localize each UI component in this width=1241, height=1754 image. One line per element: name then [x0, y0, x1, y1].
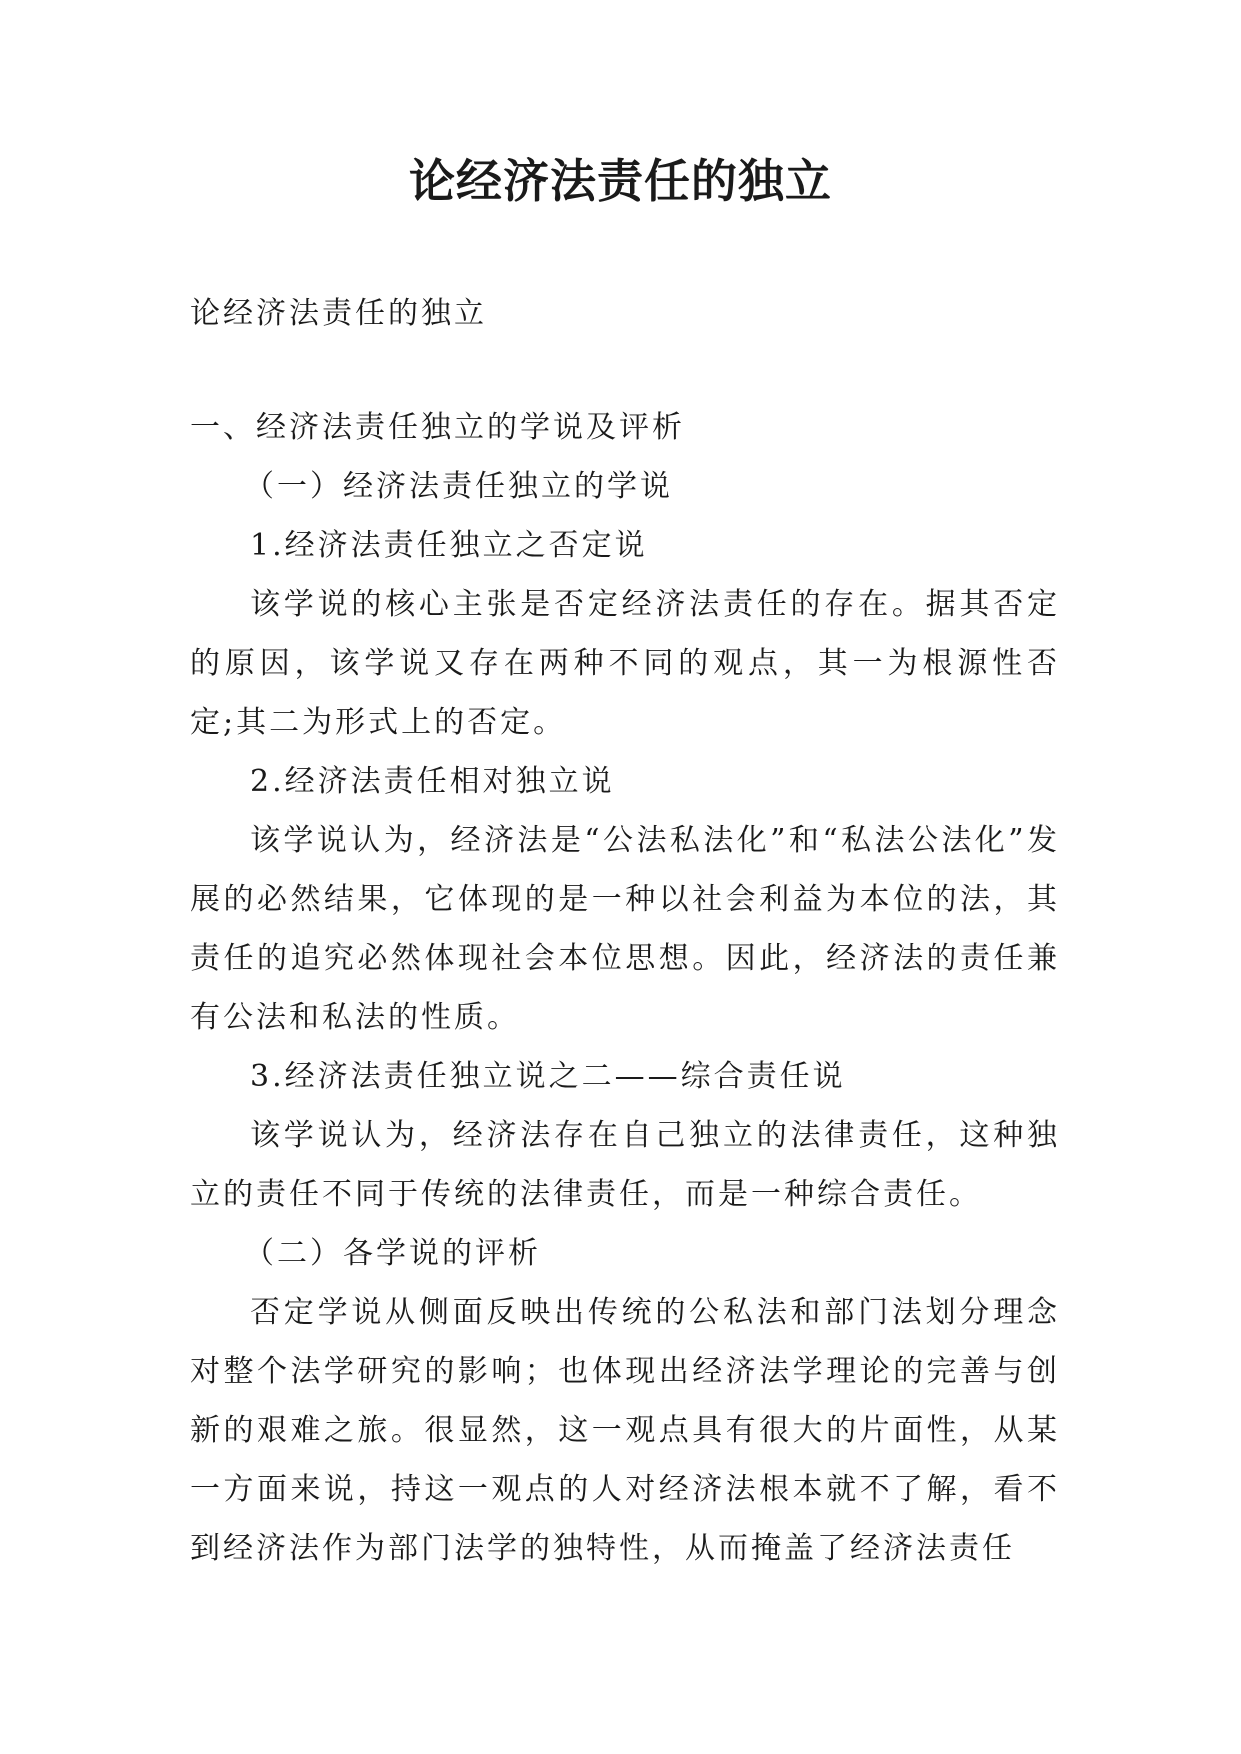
subsection-heading: （二）各学说的评析 — [244, 1236, 541, 1271]
point-heading: 2.经济法责任相对独立说 — [250, 764, 615, 799]
point-heading: 1.经济法责任独立之否定说 — [250, 528, 648, 563]
body-paragraph: 否定学说从侧面反映出传统的公私法和部门法划分理念对整个法学研究的影响；也体现出经济法学理论的完善与创新的艰难之旅。很显然，这一观点具有很大的片面性，从某一方面来说，持这一观点的人对经济法根本就不了解，看不到经济法作为部门法学的独特性，从而掩盖了经济法责任 — [190, 1295, 1060, 1566]
body-paragraph: 该学说的核心主张是否定经济法责任的存在。据其否定的原因，该学说又存在两种不同的观点，其一为根源性否定;其二为形式上的否定。 — [190, 587, 1060, 740]
section-heading: 一、经济法责任独立的学说及评析 — [190, 410, 685, 445]
document-subtitle: 论经济法责任的独立 — [190, 296, 487, 331]
document-title: 论经济法责任的独立 — [409, 154, 832, 208]
document-body — [190, 284, 1060, 1578]
subsection-heading: （一）经济法责任独立的学说 — [244, 469, 673, 504]
body-paragraph: 该学说认为，经济法是“公法私法化”和“私法公法化”发展的必然结果，它体现的是一种以社会利益为本位的法，其责任的追究必然体现社会本位思想。因此，经济法的责任兼有公法和私法的性质。 — [190, 823, 1060, 1035]
point-heading: 3.经济法责任独立说之二——综合责任说 — [250, 1059, 846, 1094]
body-paragraph: 该学说认为，经济法存在自己独立的法律责任，这种独立的责任不同于传统的法律责任，而是一种综合责任。 — [190, 1118, 1060, 1212]
